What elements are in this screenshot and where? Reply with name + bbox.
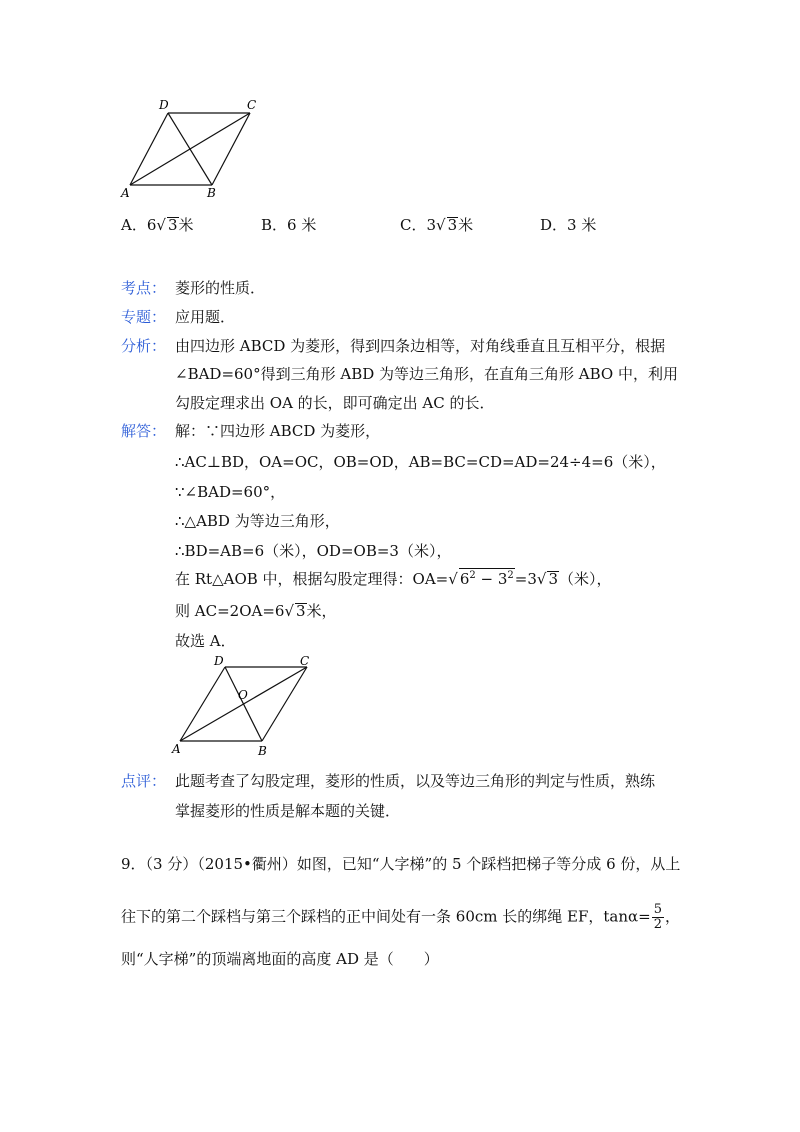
side-bc [262, 667, 307, 741]
label-o: O [238, 688, 248, 702]
jieda-line-5: ∴BD=AB=6（米），OD=OB=3（米）， [175, 542, 452, 560]
option-d[interactable]: D．3 米 [540, 216, 597, 234]
dianping-line-1: 此题考查了勾股定理，菱形的性质，以及等边三角形的判定与性质，熟练 [175, 772, 656, 790]
fenxi-line-1: 由四边形 ABCD 为菱形，得到四条边相等，对角线垂直且互相平分，根据 [175, 337, 666, 355]
zhuanti-text: 应用题． [175, 308, 236, 326]
label-b: B [207, 186, 216, 200]
dianping-line-2: 掌握菱形的性质是解本题的关键． [175, 802, 401, 820]
jieda-line-1: 解：∵四边形 ABCD 为菱形， [175, 422, 381, 440]
label-b: B [258, 744, 267, 758]
tag-zhuanti: 专题： [121, 308, 167, 326]
diagonal-bd [168, 113, 212, 185]
rhombus-figure-2 [170, 655, 320, 760]
side-da [180, 667, 225, 741]
label-c: C [300, 655, 310, 668]
kaodian-text: 菱形的性质． [175, 279, 266, 297]
fenxi-line-3: 勾股定理求出 OA 的长，即可确定出 AC 的长． [175, 394, 495, 412]
jieda-line-2: ∴AC⊥BD，OA=OC，OB=OD，AB=BC=CD=AD=24÷4=6（米）， [175, 453, 666, 471]
jieda-line-8: 故选 A． [175, 632, 236, 650]
label-d: D [159, 98, 169, 112]
label-a: A [121, 186, 130, 200]
jieda-line-3: ∵∠BAD=60°， [175, 483, 286, 501]
label-d: D [214, 655, 224, 668]
jieda-line-4: ∴△ABD 为等边三角形， [175, 512, 340, 530]
option-a[interactable]: A．6√ 3米 [121, 216, 194, 234]
tag-kaodian: 考点： [121, 279, 167, 297]
option-b[interactable]: B．6 米 [261, 216, 317, 234]
question-9-line-1: 9．（3 分）（2015•衢州）如图，已知“人字梯”的 5 个踩档把梯子等分成 6 份，从上 [121, 855, 681, 873]
label-c: C [247, 98, 257, 112]
tag-jieda: 解答： [121, 422, 167, 440]
tag-fenxi: 分析： [121, 337, 167, 355]
jieda-line-6: 在 Rt△AOB 中，根据勾股定理得：OA=√ $6^2 - 3^2=3√$ 3（米）， [175, 570, 612, 588]
label-a: A [172, 742, 181, 756]
rhombus-figure-1 [115, 95, 265, 205]
question-9-line-3: 则“人字梯”的顶端离地面的高度 AD 是（ ） [121, 950, 439, 968]
diagonal-bd [225, 667, 262, 741]
option-c[interactable]: C．3√ 3米 [400, 216, 474, 234]
question-9-line-2: 往下的第二个踩档与第三个踩档的正中间处有一条 60cm 长的绑绳 EF，tanα= $\frac{5}{2}$ ， [121, 902, 681, 932]
tag-dianping: 点评： [121, 772, 167, 790]
jieda-line-7: 则 AC=2OA=6√ 3米， [175, 602, 337, 620]
tan-fraction: $\frac{5}{2}$ [653, 902, 662, 932]
fenxi-line-2: ∠BAD=60°得到三角形 ABD 为等边三角形，在直角三角形 ABO 中，利用 [175, 365, 678, 383]
